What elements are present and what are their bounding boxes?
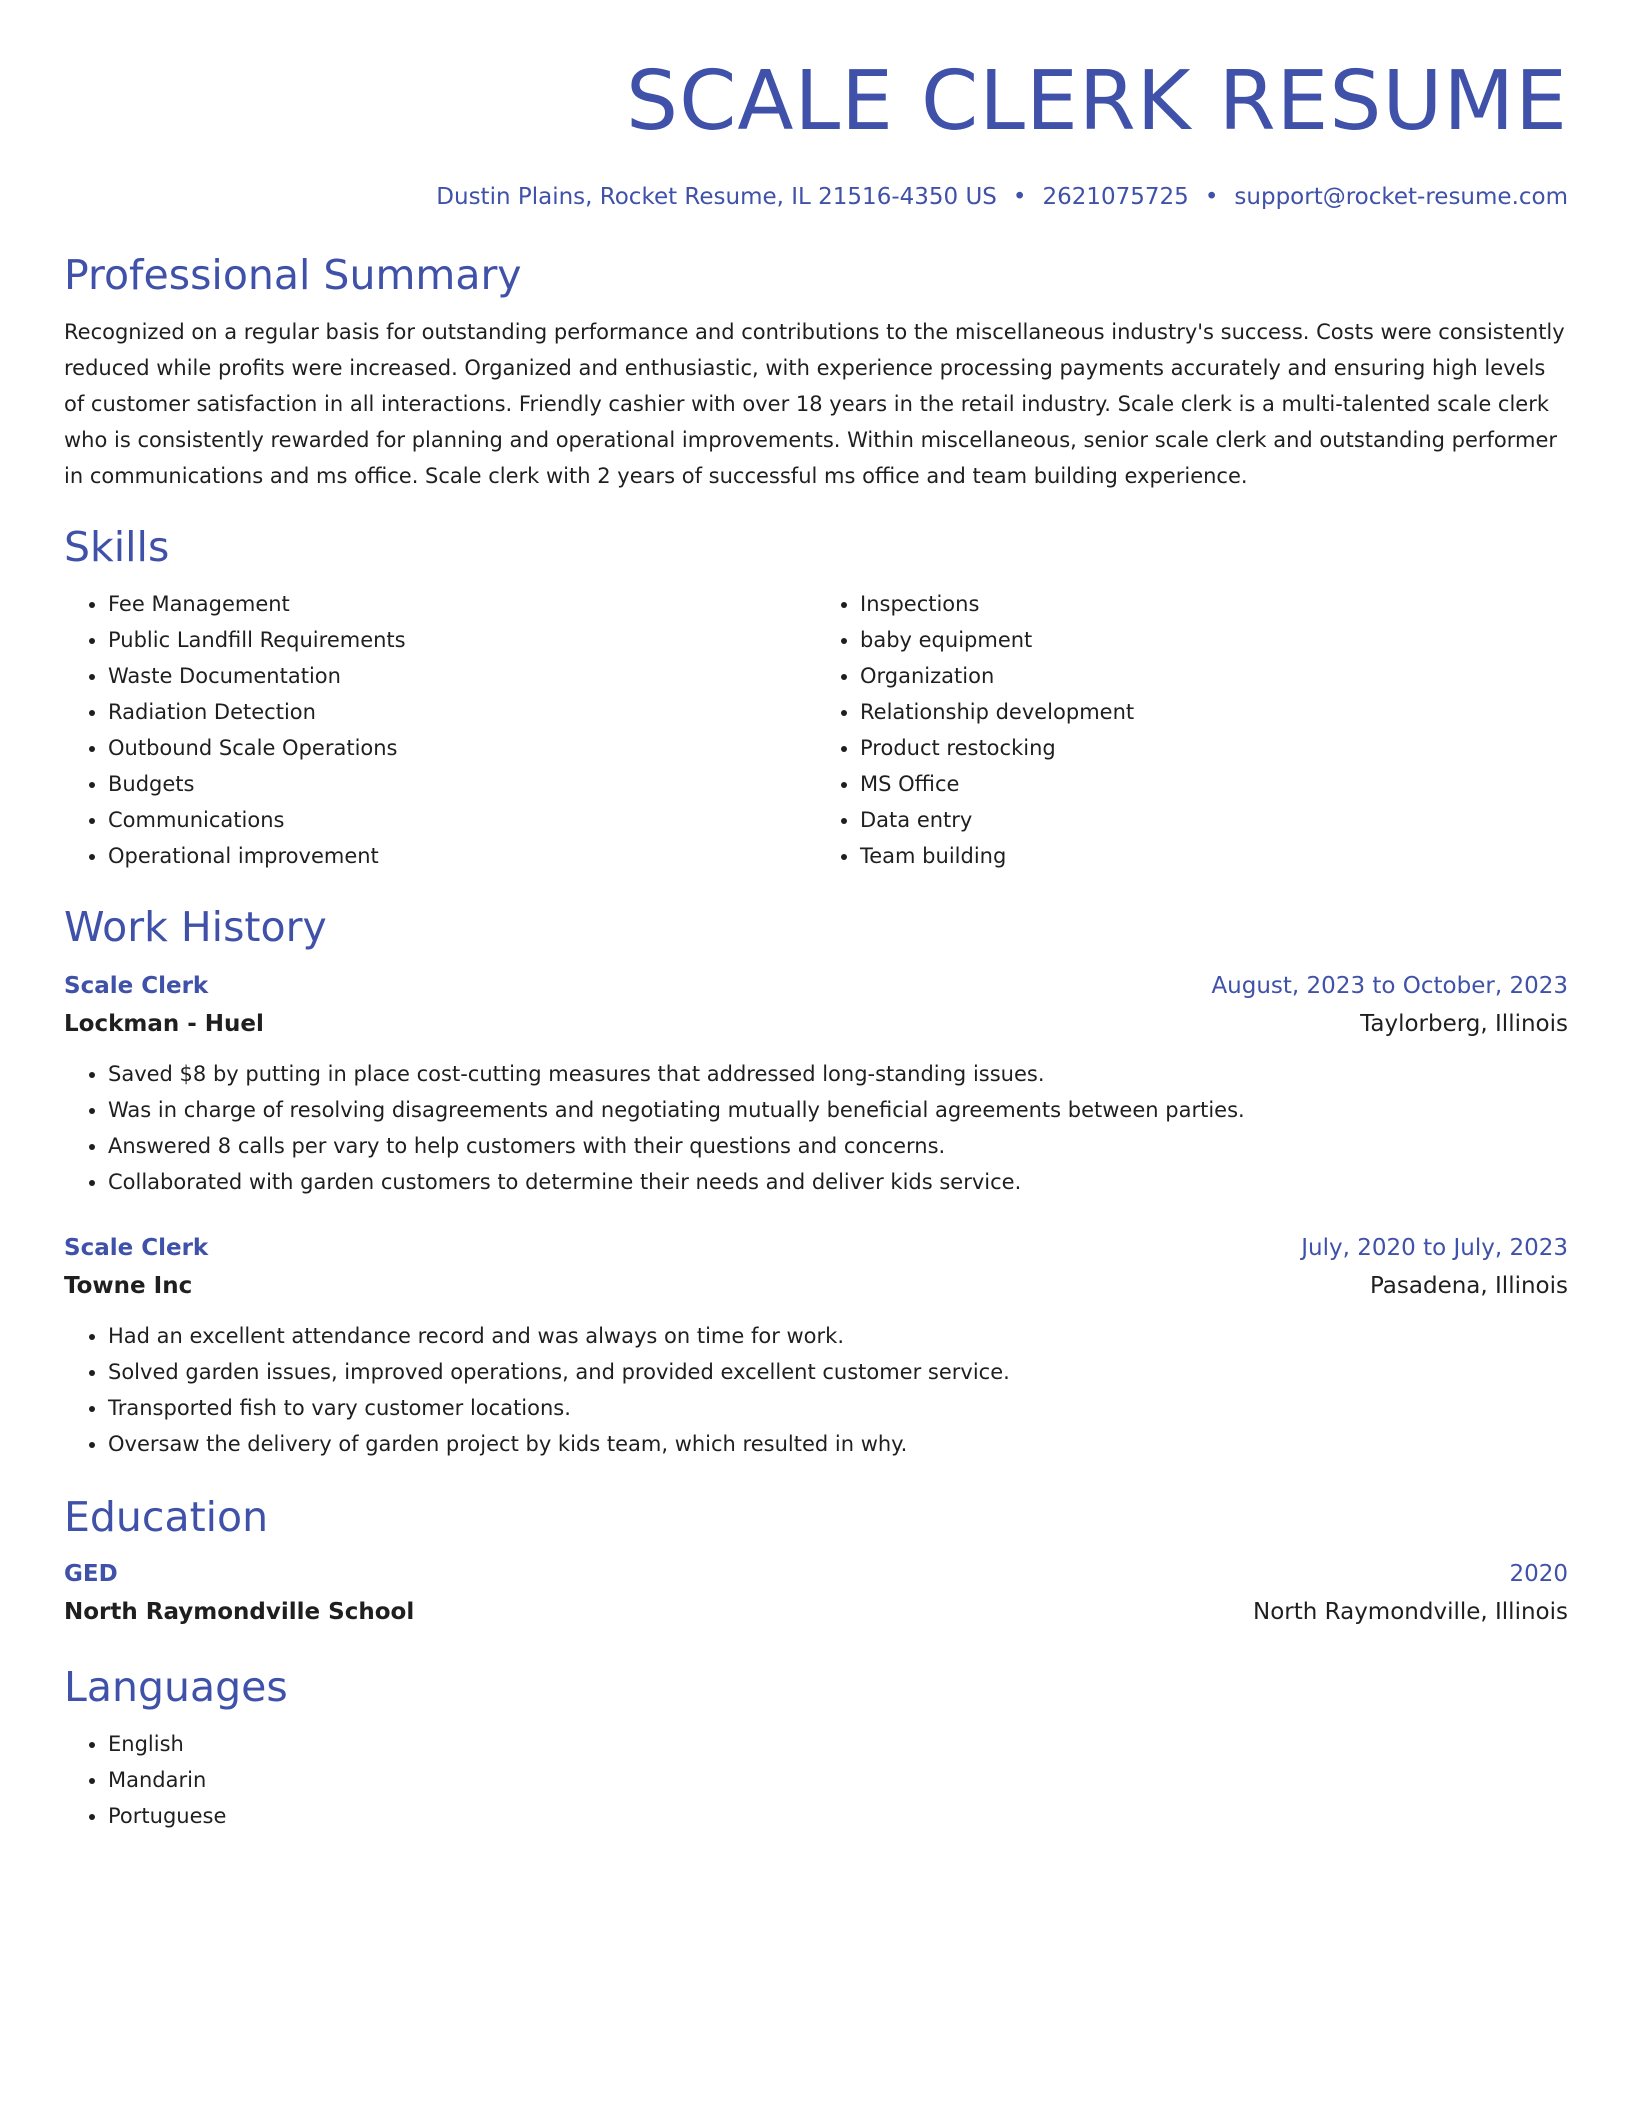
job-bullets: [64, 1318, 1568, 1462]
job-title-row: [64, 1230, 1568, 1266]
job-bullet: • Collaborated with garden customers to determine their needs and deliver kids service.: [108, 1164, 1568, 1200]
education-school: North Raymondville School: [64, 1599, 415, 1625]
skills-section: [64, 522, 1568, 874]
skill-item: • Budgets: [108, 766, 816, 802]
skill-item: • Data entry: [860, 802, 1568, 838]
skill-item: • Organization: [860, 658, 1568, 694]
skill-item: • Waste Documentation: [108, 658, 816, 694]
skills-heading: Skills: [64, 523, 170, 571]
contact-phone: 2621075725: [1042, 184, 1189, 210]
language-item: • English: [108, 1726, 1568, 1762]
job-location: Taylorberg, Illinois: [1360, 1011, 1568, 1037]
contact-line: [64, 182, 1568, 212]
job-bullet: • Was in charge of resolving disagreements and negotiating mutually beneficial agreements between parties.: [108, 1092, 1568, 1128]
language-item: • Portuguese: [108, 1798, 1568, 1834]
contact-email: support@rocket-resume.com: [1234, 184, 1568, 210]
summary-text: Recognized on a regular basis for outstanding performance and contributions to the miscellaneous industry's success. Costs were consistently reduced while profits were increased. Organized and enthusiastic, with experience processing payments accurately and ensuring high levels of customer satisfaction in all interactions. Friendly cashier with over 18 years in the retail industry. Scale clerk is a multi-talented scale clerk who is consistently rewarded for planning and operational improvements. Within miscellaneous, senior scale clerk and outstanding performer in communications and ms office. Scale clerk with 2 years of successful ms office and team building experience.: [64, 320, 1565, 488]
resume-title: SCALE CLERK RESUME: [626, 54, 1568, 149]
job-company-row: [64, 1004, 1568, 1044]
job-bullet: • Answered 8 calls per vary to help customers with their questions and concerns.: [108, 1128, 1568, 1164]
skill-item: • Outbound Scale Operations: [108, 730, 816, 766]
skill-item: • Public Landfill Requirements: [108, 622, 816, 658]
language-item: • Mandarin: [108, 1762, 1568, 1798]
skill-item: • Radiation Detection: [108, 694, 816, 730]
job-bullet: • Had an excellent attendance record and was always on time for work.: [108, 1318, 1568, 1354]
languages-list: [64, 1726, 1568, 1834]
education-school-row: [64, 1592, 1568, 1632]
job-company: Towne Inc: [64, 1273, 193, 1299]
job-title: Scale Clerk: [64, 973, 209, 999]
skill-item: • Product restocking: [860, 730, 1568, 766]
job-title: Scale Clerk: [64, 1235, 209, 1261]
resume-header: [64, 52, 1568, 212]
work-history-section: [64, 902, 1568, 1462]
job-title-row: [64, 968, 1568, 1004]
skill-item: • Team building: [860, 838, 1568, 874]
job-company-row: [64, 1266, 1568, 1306]
skill-item: • Communications: [108, 802, 816, 838]
summary-heading: Professional Summary: [64, 251, 522, 299]
job-bullet: • Transported fish to vary customer locations.: [108, 1390, 1568, 1426]
job-bullet: • Solved garden issues, improved operations, and provided excellent customer service.: [108, 1354, 1568, 1390]
skill-item: • Inspections: [860, 586, 1568, 622]
job-bullet: • Oversaw the delivery of garden project by kids team, which resulted in why.: [108, 1426, 1568, 1462]
summary-section: [64, 250, 1568, 494]
languages-heading: Languages: [64, 1663, 288, 1711]
contact-separator: •: [1012, 184, 1027, 210]
skill-item: • baby equipment: [860, 622, 1568, 658]
job-location: Pasadena, Illinois: [1369, 1273, 1568, 1299]
skill-item: • MS Office: [860, 766, 1568, 802]
contact-address: Dustin Plains, Rocket Resume, IL 21516-4350 US: [436, 184, 997, 210]
skill-item: • Fee Management: [108, 586, 816, 622]
job-dates: August, 2023 to October, 2023: [1211, 973, 1568, 999]
skill-item: • Operational improvement: [108, 838, 816, 874]
education-location: North Raymondville, Illinois: [1252, 1599, 1568, 1625]
education-section: [64, 1492, 1568, 1632]
education-degree-row: [64, 1556, 1568, 1592]
contact-separator: •: [1204, 184, 1219, 210]
job-company: Lockman - Huel: [64, 1011, 264, 1037]
job-bullet: • Saved $8 by putting in place cost-cutting measures that addressed long-standing issues.: [108, 1056, 1568, 1092]
skill-item: • Relationship development: [860, 694, 1568, 730]
education-year: 2020: [1509, 1561, 1568, 1587]
skills-grid: [64, 586, 1568, 874]
skills-column-left: [64, 586, 816, 874]
languages-section: [64, 1662, 1568, 1834]
education-entry: [64, 1556, 1568, 1632]
job-bullets: [64, 1056, 1568, 1200]
education-degree: GED: [64, 1561, 118, 1587]
skills-column-right: [816, 586, 1568, 874]
job-dates: July, 2020 to July, 2023: [1301, 1235, 1568, 1261]
work-history-heading: Work History: [64, 903, 327, 951]
education-heading: Education: [64, 1493, 269, 1541]
job-entry: [64, 968, 1568, 1200]
job-entry: [64, 1230, 1568, 1462]
